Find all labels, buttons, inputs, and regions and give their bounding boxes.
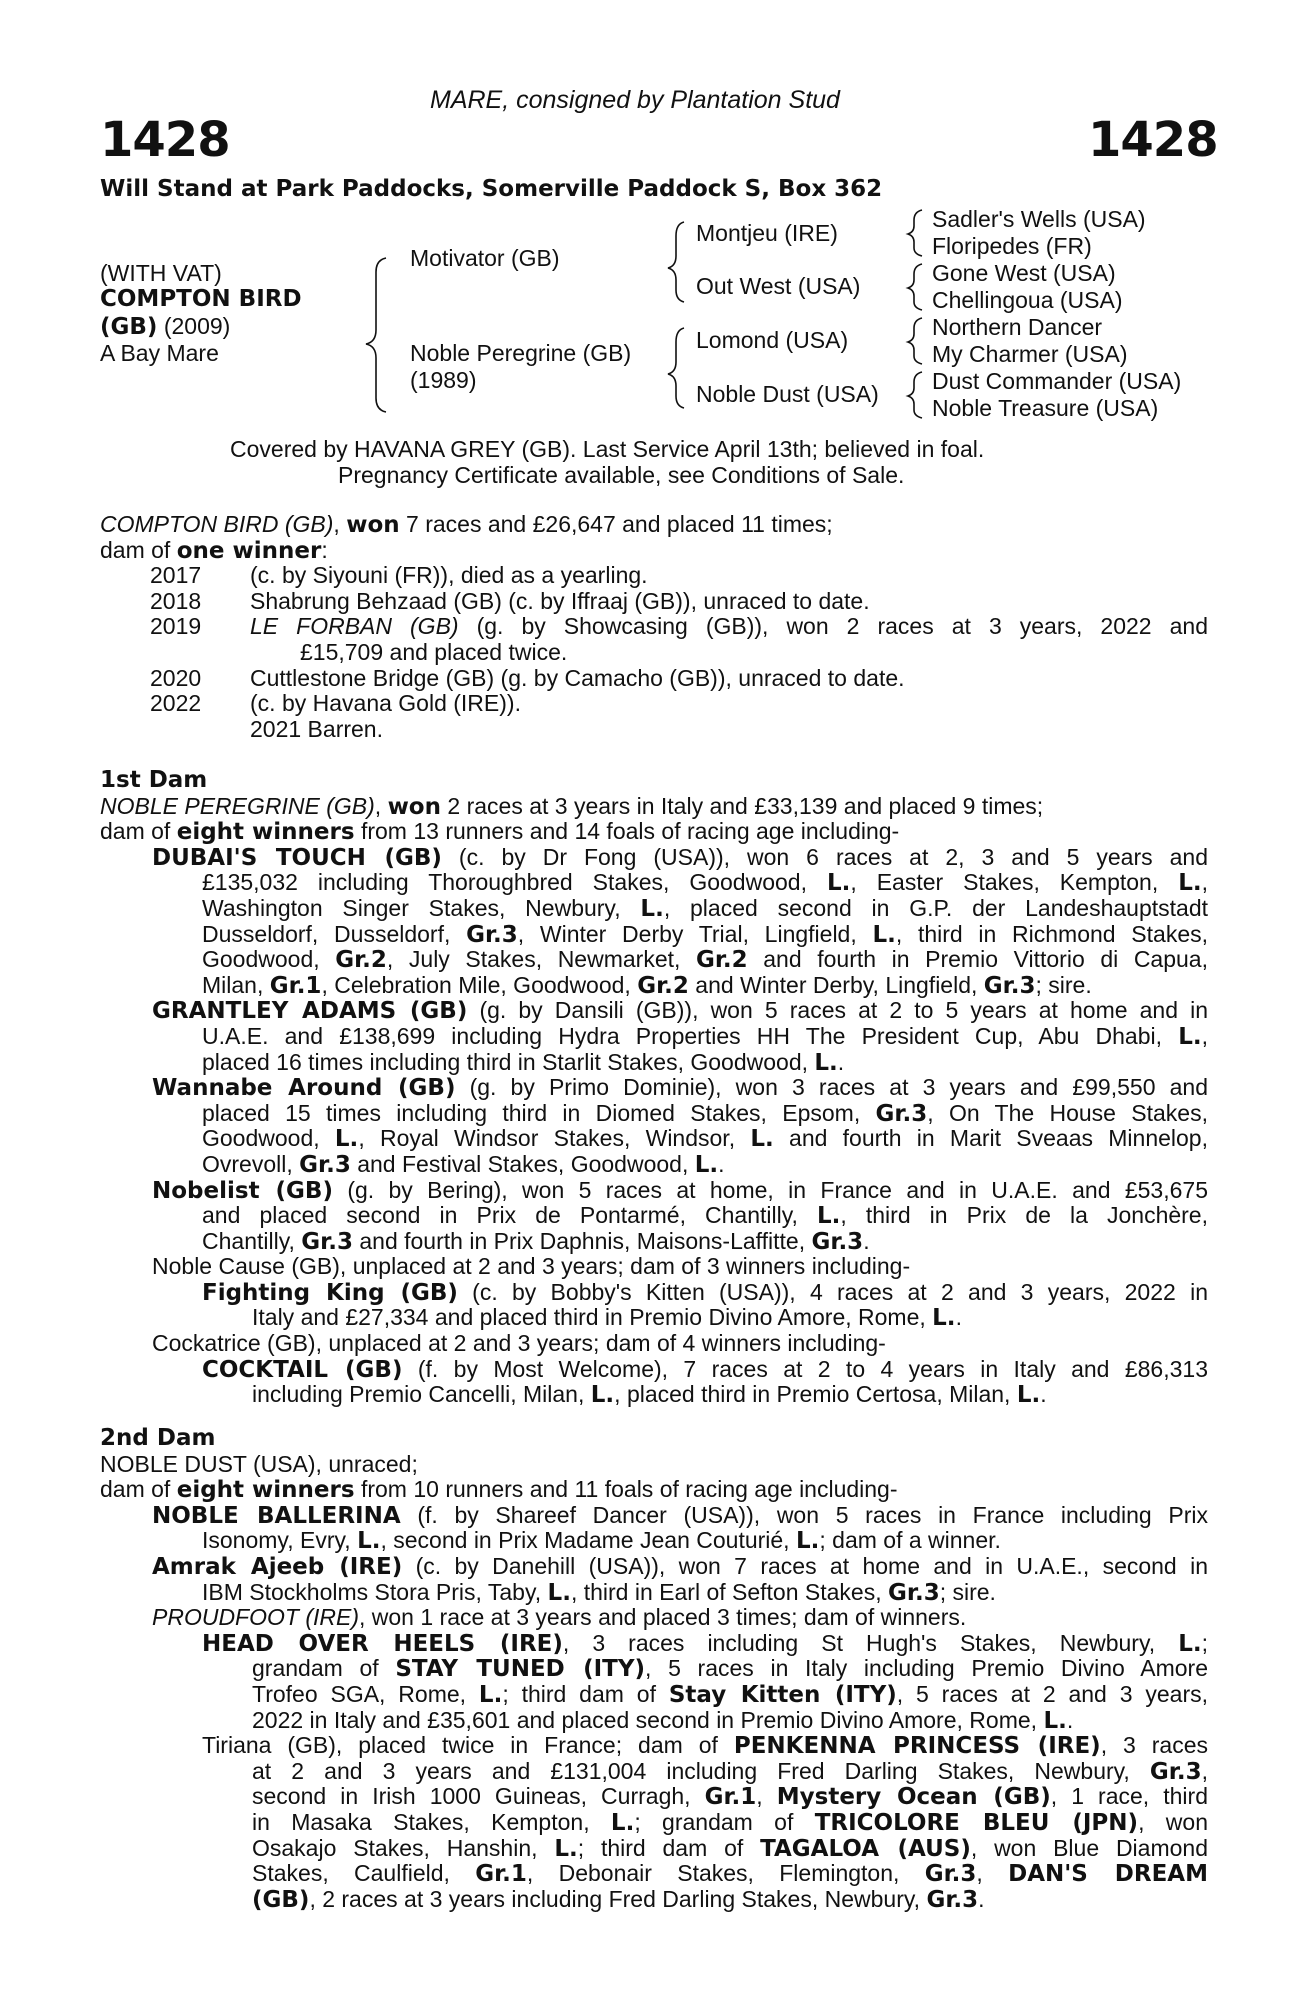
second-dam-name: NOBLE DUST (USA), unraced; bbox=[100, 1450, 418, 1477]
head-over-heels-entry: HEAD OVER HEELS (IRE), 3 races including St Hugh's Stakes, Newbury, L.; grandam of STAY TUNED (ITY), 5 races in Italy including Premio Divino Amore Trofeo SGA, Rome, L.; third dam of Stay Kitten (ITY), 5 races at 2 and 3 years, 2022 in Italy and £35,601 and placed second in Premio Divino Amore, Rome, L.. bbox=[202, 1630, 1208, 1734]
outwest-brace bbox=[908, 264, 922, 310]
wannabe-around-entry: Wannabe Around (GB) (g. by Primo Dominie), won 3 races at 3 years and £99,550 and placed 15 times including third in Diomed Stakes, Epsom, Gr.3, On The House Stakes, Goodwood, L., Royal Windsor Stakes, Windsor, L. and fourth in Marit Sveaas Minnelop, Ovrevoll, Gr.3 and Festival Stakes, Goodwood, L.. bbox=[152, 1075, 1208, 1178]
fighting-king-entry: Fighting King (GB) (c. by Bobby's Kitten (USA)), 4 races at 2 and 3 years, 2022 in Italy and £27,334 and placed third in Premio Divino Amore, Rome, L.. bbox=[202, 1279, 1208, 1332]
pedigree-dss: Northern Dancer bbox=[932, 314, 1103, 340]
pregnancy-line: Pregnancy Certificate available, see Conditions of Sale. bbox=[338, 462, 905, 488]
produce-barren: 2021 Barren. bbox=[250, 715, 383, 742]
produce-2018: 2018 Shabrung Behzaad (GB) (c. by Iffraaj (GB)), unraced to date. bbox=[150, 587, 870, 614]
sire-dam-brace bbox=[366, 258, 386, 412]
pedigree-sire-dam: Out West (USA) bbox=[696, 273, 861, 299]
proudfoot-entry: PROUDFOOT (IRE), won 1 race at 3 years and placed 3 times; dam of winners. bbox=[152, 1604, 967, 1631]
second-dam-heading: 2nd Dam bbox=[100, 1425, 216, 1451]
lot-number-right: 1428 bbox=[1088, 112, 1218, 168]
produce-2022: 2022 (c. by Havana Gold (IRE)). bbox=[150, 690, 521, 717]
pedigree-ddd: Noble Treasure (USA) bbox=[932, 395, 1159, 421]
produce-2019-cont: £15,709 and placed twice. bbox=[300, 638, 568, 665]
won-label: won bbox=[346, 512, 400, 538]
nobelist-entry: Nobelist (GB) (g. by Bering), won 5 races at home, in France and in U.A.E. and £53,675 and placed second in Prix de Pontarmé, Chantilly, L., third in Prix de la Jonchère, Chantilly, Gr.3 and fourth in Prix Daphnis, Maisons-Laffitte, Gr.3. bbox=[152, 1177, 1208, 1255]
pedigree-sdd: Chellingoua (USA) bbox=[932, 287, 1123, 313]
pedigree-sire-sire: Montjeu (IRE) bbox=[696, 220, 838, 246]
horse-country: (GB) bbox=[100, 314, 158, 340]
pedigree-dam-dam: Noble Dust (USA) bbox=[696, 381, 879, 407]
pedigree-dam-year: (1989) bbox=[410, 367, 477, 393]
cocktail-entry: COCKTAIL (GB) (f. by Most Welcome), 7 races at 2 to 4 years in Italy and £86,313 including Premio Cancelli, Milan, L., placed third in Premio Certosa, Milan, L.. bbox=[202, 1356, 1208, 1409]
winner-count: one winner bbox=[176, 537, 322, 564]
first-dam-heading: 1st Dam bbox=[100, 767, 208, 793]
noble-ballerina-entry: NOBLE BALLERINA (f. by Shareef Dancer (USA)), won 5 races in France including Prix Isonomy, Evry, L., second in Prix Madame Jean Couturié, L.; dam of a winner. bbox=[152, 1502, 1208, 1555]
mare-name: COMPTON BIRD (GB) bbox=[100, 511, 334, 537]
pedigree-dds: Dust Commander (USA) bbox=[932, 368, 1182, 394]
sire-line-brace bbox=[668, 222, 684, 302]
dubais-touch-entry: DUBAI'S TOUCH (GB) (c. by Dr Fong (USA)), won 6 races at 2, 3 and 5 years and £135,032 including Thoroughbred Stakes, Goodwood, L., Easter Stakes, Kempton, L., Washington Singer Stakes, Newbury, L., placed second in G.P. der Landeshauptstadt Dusseldorf, Dusseldorf, Gr.3, Winter Derby Trial, Lingfield, L., third in Richmond Stakes, Goodwood, Gr.2, July Stakes, Newmarket, Gr.2 and fourth in Premio Vittorio di Capua, Milan, Gr.1, Celebration Mile, Goodwood, Gr.2 and Winter Derby, Lingfield, Gr.3; sire. bbox=[152, 844, 1208, 999]
horse-name: COMPTON BIRD bbox=[100, 286, 302, 312]
pedigree-dsd: My Charmer (USA) bbox=[932, 341, 1128, 367]
mare-record: 7 races and £26,647 and placed 11 times; bbox=[399, 511, 833, 537]
horse-description: A Bay Mare bbox=[100, 340, 219, 366]
covered-line: Covered by HAVANA GREY (GB). Last Service April 13th; believed in foal. bbox=[230, 436, 985, 462]
colon: : bbox=[321, 536, 328, 563]
sep: , bbox=[333, 511, 347, 537]
montjeu-brace bbox=[908, 210, 922, 256]
lomond-brace bbox=[908, 318, 922, 364]
noble-cause-entry: Noble Cause (GB), unplaced at 2 and 3 years; dam of 3 winners including- bbox=[152, 1253, 911, 1280]
pedigree-sire: Motivator (GB) bbox=[410, 245, 560, 271]
consignor-line: MARE, consigned by Plantation Stud bbox=[430, 86, 840, 114]
second-dam-section: 2nd Dam NOBLE DUST (USA), unraced; dam of eight winners from 10 runners and 11 foals of racing age including- NOBLE BALLERINA (f. by Shareef Dancer (USA)), won 5 races in France including Prix Isonomy, Evry, L., second in Prix Madame Jean Couturié, L.; dam of a winner. Amrak Ajeeb (IRE) (c. by Danehill (USA)), won 7 races at home and in U.A.E., second in IBM Stockholms Stora Pris, Taby, L., third in Earl of Sefton Stakes, Gr.3; sire. PROUDFOOT (IRE), won 1 race at 3 years and placed 3 times; dam of winners. HEAD OVER HEELS (IRE), 3 races including St Hugh's Stakes, Newbury, L.; grandam of STAY TUNED (ITY), 5 races in Italy including Premio Divino Amore Trofeo SGA, Rome, L.; third dam of Stay Kitten (ITY), 5 races at 2 and 3 years, 2022 in Italy and £35,601 and placed second in Premio Divino Amore, Rome, L.. Tiriana (GB), placed twice in France; dam of PENKENNA PRINCESS (IRE), 3 races at 2 and 3 years and £131,004 including Fred Darling Stakes, Newbury, Gr.3, second in Irish 1000 Guineas, Curragh, Gr.1, Mystery Ocean (GB), 1 race, third in Masaka Stakes, Kempton, L.; grandam of TRICOLORE BLEU (JPN), won Osakajo Stakes, Hanshin, L.; third dam of TAGALOA (AUS), won Blue Diamond Stakes, Caulfield, Gr.1, Debonair Stakes, Flemington, Gr.3, DAN'S DREAM (GB), 2 races at 3 years including Fred Darling Stakes, Newbury, Gr.3. bbox=[100, 1425, 1208, 1913]
produce-record bbox=[100, 512, 1208, 742]
pedigree-dam-sire: Lomond (USA) bbox=[696, 327, 849, 353]
dam-line-brace bbox=[668, 328, 684, 408]
first-dam-section: 1st Dam NOBLE PEREGRINE (GB), won 2 races at 3 years in Italy and £33,139 and placed 9 times; dam of eight winners from 13 runners and 14 foals of racing age including- DUBAI'S TOUCH (GB) (c. by Dr Fong (USA)), won 6 races at 2, 3 and 5 years and £135,032 including Thoroughbred Stakes, Goodwood, L., Easter Stakes, Kempton, L., Washington Singer Stakes, Newbury, L., placed second in G.P. der Landeshauptstadt Dusseldorf, Dusseldorf, Gr.3, Winter Derby Trial, Lingfield, L., third in Richmond Stakes, Goodwood, Gr.2, July Stakes, Newmarket, Gr.2 and fourth in Premio Vittorio di Capua, Milan, Gr.1, Celebration Mile, Goodwood, Gr.2 and Winter Derby, Lingfield, Gr.3; sire. GRANTLEY ADAMS (GB) (g. by Dansili (GB)), won 5 races at 2 to 5 years at home and in U.A.E. and £138,699 including Hydra Properties HH The President Cup, Abu Dhabi, L., placed 16 times including third in Starlit Stakes, Goodwood, L.. Wannabe Around (GB) (g. by Primo Dominie), won 3 races at 3 years and £99,550 and placed 15 times including third in Diomed Stakes, Epsom, Gr.3, On The House Stakes, Goodwood, L., Royal Windsor Stakes, Windsor, L. and fourth in Marit Sveaas Minnelop, Ovrevoll, Gr.3 and Festival Stakes, Goodwood, L.. Nobelist (GB) (g. by Bering), won 5 races at home, in France and in U.A.E. and £53,675 and placed second in Prix de Pontarmé, Chantilly, L., third in Prix de la Jonchère, Chantilly, Gr.3 and fourth in Prix Daphnis, Maisons-Laffitte, Gr.3. Noble Cause (GB), unplaced at 2 and 3 years; dam of 3 winners including- Fighting King (GB) (c. by Bobby's Kitten (USA)), 4 races at 2 and 3 years, 2022 in Italy and £27,334 and placed third in Premio Divino Amore, Rome, L.. Cockatrice (GB), unplaced at 2 and 3 years; dam of 4 winners including- COCKTAIL (GB) (f. by Most Welcome), 7 races at 2 to 4 years in Italy and £86,313 including Premio Cancelli, Milan, L., placed third in Premio Certosa, Milan, L.. bbox=[100, 767, 1208, 1409]
grantley-adams-entry: GRANTLEY ADAMS (GB) (g. by Dansili (GB)), won 5 races at 2 to 5 years at home and in U.A.E. and £138,699 including Hydra Properties HH The President Cup, Abu Dhabi, L., placed 16 times including third in Starlit Stakes, Goodwood, L.. bbox=[152, 998, 1208, 1076]
pedigree-sds: Gone West (USA) bbox=[932, 260, 1116, 286]
vat-note: (WITH VAT) bbox=[100, 260, 222, 286]
dam-of: dam of bbox=[100, 536, 177, 563]
pedigree-dam: Noble Peregrine (GB) bbox=[410, 340, 632, 366]
cockatrice-entry: Cockatrice (GB), unplaced at 2 and 3 years; dam of 4 winners including- bbox=[152, 1330, 886, 1357]
produce-2017: 2017 (c. by Siyouni (FR)), died as a yearling. bbox=[150, 562, 648, 589]
stand-location: Will Stand at Park Paddocks, Somerville Paddock S, Box 362 bbox=[100, 176, 883, 202]
produce-2020: 2020 Cuttlestone Bridge (GB) (g. by Camacho (GB)), unraced to date. bbox=[150, 664, 905, 691]
horse-year: (2009) bbox=[157, 313, 231, 339]
tiriana-entry: Tiriana (GB), placed twice in France; dam of PENKENNA PRINCESS (IRE), 3 races at 2 and 3 years and £131,004 including Fred Darling Stakes, Newbury, Gr.3, second in Irish 1000 Guineas, Curragh, Gr.1, Mystery Ocean (GB), 1 race, third in Masaka Stakes, Kempton, L.; grandam of TRICOLORE BLEU (JPN), won Osakajo Stakes, Hanshin, L.; third dam of TAGALOA (AUS), won Blue Diamond Stakes, Caulfield, Gr.1, Debonair Stakes, Flemington, Gr.3, DAN'S DREAM (GB), 2 races at 3 years including Fred Darling Stakes, Newbury, Gr.3. bbox=[202, 1733, 1208, 1913]
amrak-ajeeb-entry: Amrak Ajeeb (IRE) (c. by Danehill (USA)), won 7 races at home and in U.A.E., second in IBM Stockholms Stora Pris, Taby, L., third in Earl of Sefton Stakes, Gr.3; sire. bbox=[152, 1553, 1208, 1606]
lot-number-left: 1428 bbox=[100, 112, 230, 168]
first-dam-name: NOBLE PEREGRINE (GB) bbox=[100, 792, 375, 819]
pedigree-ssd: Floripedes (FR) bbox=[932, 233, 1092, 259]
produce-2019: 2019 LE FORBAN (GB) (g. by Showcasing (GB)), won 2 races at 3 years, 2022 and bbox=[150, 614, 1208, 640]
pedigree-sss: Sadler's Wells (USA) bbox=[932, 206, 1146, 232]
noblediust-brace bbox=[908, 372, 922, 418]
